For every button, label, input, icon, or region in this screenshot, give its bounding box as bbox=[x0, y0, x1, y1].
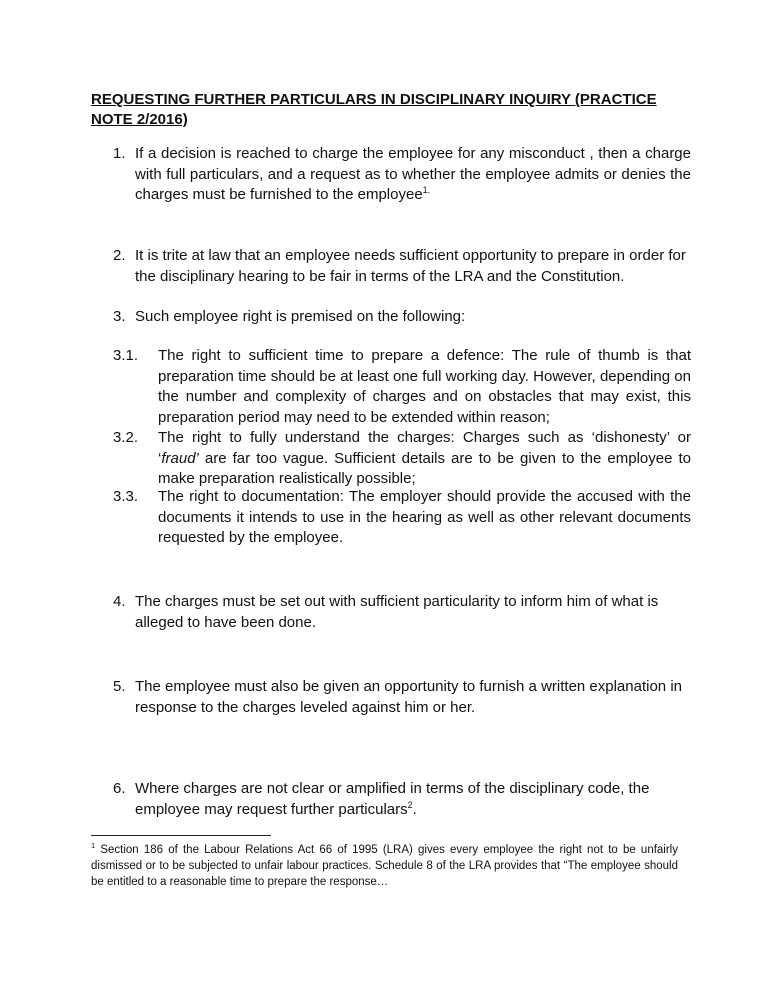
sub-item-text: The right to documentation: The employer should provide the accused with the documents it intends to use in the hearing as well as other relevant documents requested by the employee. bbox=[158, 488, 691, 546]
item-number: 1. bbox=[113, 145, 126, 162]
item-number: 3. bbox=[113, 308, 126, 325]
sub-item-number: 3.3. bbox=[113, 488, 139, 505]
item-number: 4. bbox=[113, 593, 126, 610]
item-body: Where charges are not clear or amplified in terms of the disciplinary code, the employee may request further particulars bbox=[135, 780, 650, 818]
item-number: 6. bbox=[113, 780, 126, 797]
item-end: . bbox=[412, 800, 417, 818]
footnote-ref: 2 bbox=[407, 799, 413, 810]
footnote-text: Section 186 of the Labour Relations Act 66 of 1995 (LRA) gives every employee the right not to be unfairly dismissed or to be subjected to unfair labour practices. Schedule 8 of the LRA provides that “The employee should be entitled to a reasonable time to prepare the response… bbox=[91, 844, 678, 888]
item-body: If a decision is reached to charge the employee for any misconduct , then a charge with full particulars, and a request as to whether the employee admits or denies the charges must be furnished to the employee bbox=[135, 145, 691, 203]
item-number: 5. bbox=[113, 678, 126, 695]
item-text: The employee must also be given an opportunity to furnish a written explanation in response to the charges leveled against him or her. bbox=[135, 678, 682, 716]
sub-item-body: The right to fully understand the charges: Charges such as ‘dishonesty’ or ‘ bbox=[158, 429, 691, 467]
item-text: Such employee right is premised on the following: bbox=[135, 308, 466, 325]
sub-item-body-cont: are far too vague. Sufficient details are to be given to the employee to make preparation realistically possible; bbox=[158, 449, 691, 487]
item-number: 2. bbox=[113, 247, 126, 264]
sub-item-number: 3.2. bbox=[113, 429, 139, 446]
sub-item-number: 3.1. bbox=[113, 347, 139, 364]
sub-item-text bbox=[158, 428, 691, 490]
footnote bbox=[91, 842, 678, 890]
footnote-marker: 1 bbox=[91, 841, 96, 851]
item-text: The charges must be set out with sufficient particularity to inform him of what is alleged to have been done. bbox=[135, 593, 659, 631]
footnote-separator bbox=[91, 835, 271, 836]
item-text bbox=[135, 779, 691, 820]
document-title: REQUESTING FURTHER PARTICULARS IN DISCIPLINARY INQUIRY (PRACTICE NOTE 2/2016) bbox=[91, 91, 657, 128]
footnote-ref: 1. bbox=[422, 185, 431, 195]
sub-item-text: The right to sufficient time to prepare a defence: The rule of thumb is that preparation time should be at least one full working day. However, depending on the number and complexity of charges and on obstacles that may exist, this preparation period may need to be extended within reason; bbox=[158, 347, 691, 426]
item-text bbox=[135, 144, 691, 206]
item-text: It is trite at law that an employee needs sufficient opportunity to prepare in order for the disciplinary hearing to be fair in terms of the LRA and the Constitution. bbox=[135, 247, 686, 285]
sub-item-italic: fraud’ bbox=[161, 449, 199, 467]
